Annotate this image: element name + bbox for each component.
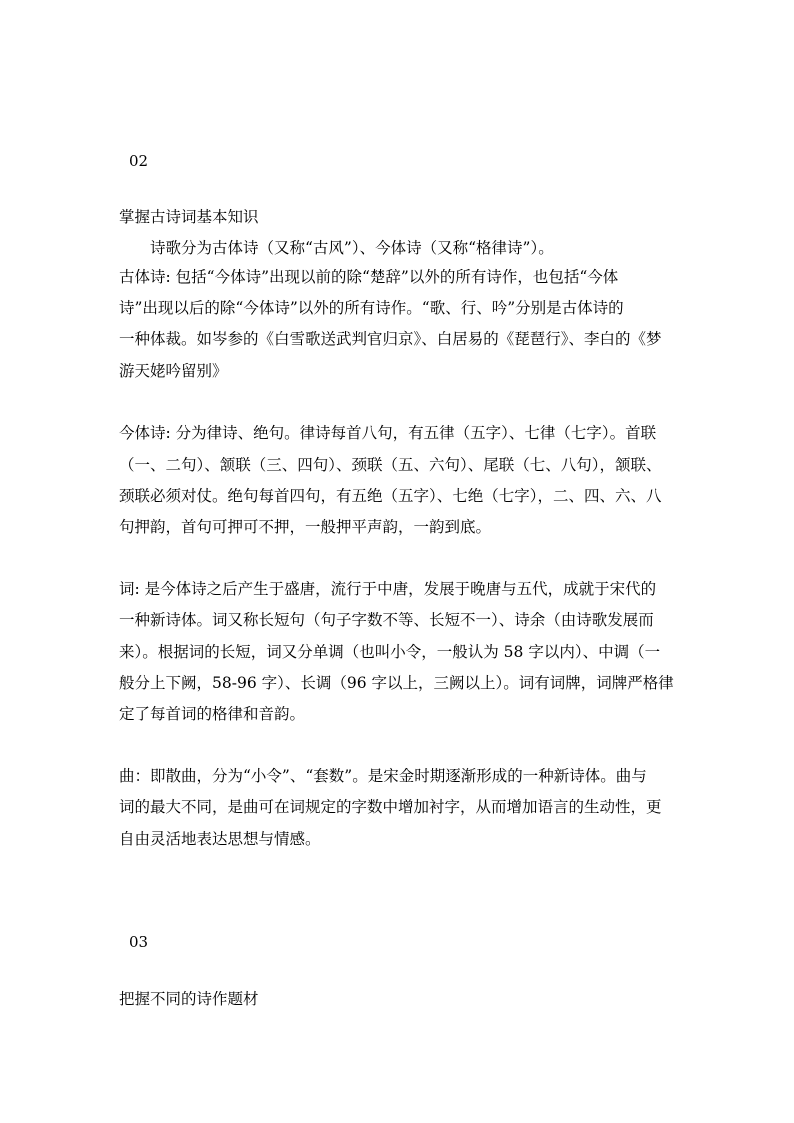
ci-line: 来）。根据词的长短，词又分单调（也叫小令，一般认为 58 字以内）、中调（一 — [119, 643, 661, 661]
qu-line: 自由灵活地表达思想与情感。 — [119, 830, 321, 848]
gutishi-line: 诗”出现以后的除“今体诗”以外的所有诗作。“歌、行、吟”分别是古体诗的 — [119, 299, 624, 317]
gutishi-line: 古体诗: 包括“今体诗”出现以前的除“楚辞”以外的所有诗作，也包括“今体 — [119, 268, 619, 286]
ci-line: 般分上下阙，58-96 字）、长调（96 字以上，三阙以上）。词有词牌，词牌严格律 — [119, 674, 674, 692]
gutishi-line: 一种体裁。如岑参的《白雪歌送武判官归京》、白居易的《琵琶行》、李白的《梦 — [119, 330, 662, 348]
ci-line: 定了每首词的格律和音韵。 — [119, 705, 306, 723]
section-number-02: 02 — [129, 152, 149, 170]
section-heading-03: 把握不同的诗作题材 — [119, 990, 259, 1008]
jintishi-line: 今体诗: 分为律诗、绝句。律诗每首八句，有五律（五字）、七律（七字）。首联 — [119, 424, 657, 442]
section-heading-02: 掌握古诗词基本知识 — [119, 208, 259, 226]
jintishi-line: 颈联必须对仗。绝句每首四句，有五绝（五字）、七绝（七字），二、四、六、八 — [119, 487, 662, 505]
gutishi-line: 游天姥吟留别》 — [119, 362, 228, 380]
section-number-03: 03 — [129, 933, 149, 951]
ci-line: 词: 是今体诗之后产生于盛唐，流行于中唐，发展于晚唐与五代，成就于宋代的 — [119, 580, 657, 598]
ci-line: 一种新诗体。词又称长短句（句子字数不等、长短不一）、诗余（由诗歌发展而 — [119, 611, 654, 629]
jintishi-line: （一、二句）、颔联（三、四句）、颈联（五、六句）、尾联（七、八句），颔联、 — [119, 456, 662, 474]
jintishi-line: 句押韵，首句可押可不押，一般押平声韵，一韵到底。 — [119, 518, 492, 536]
qu-line: 曲：即散曲，分为“小令”、“套数”。是宋金时期逐渐形成的一种新诗体。曲与 — [119, 767, 647, 785]
qu-line: 词的最大不同，是曲可在词规定的字数中增加衬字，从而增加语言的生动性，更 — [119, 798, 662, 816]
intro-paragraph: 诗歌分为古体诗（又称“古风”）、今体诗（又称“格律诗”）。 — [150, 239, 554, 257]
